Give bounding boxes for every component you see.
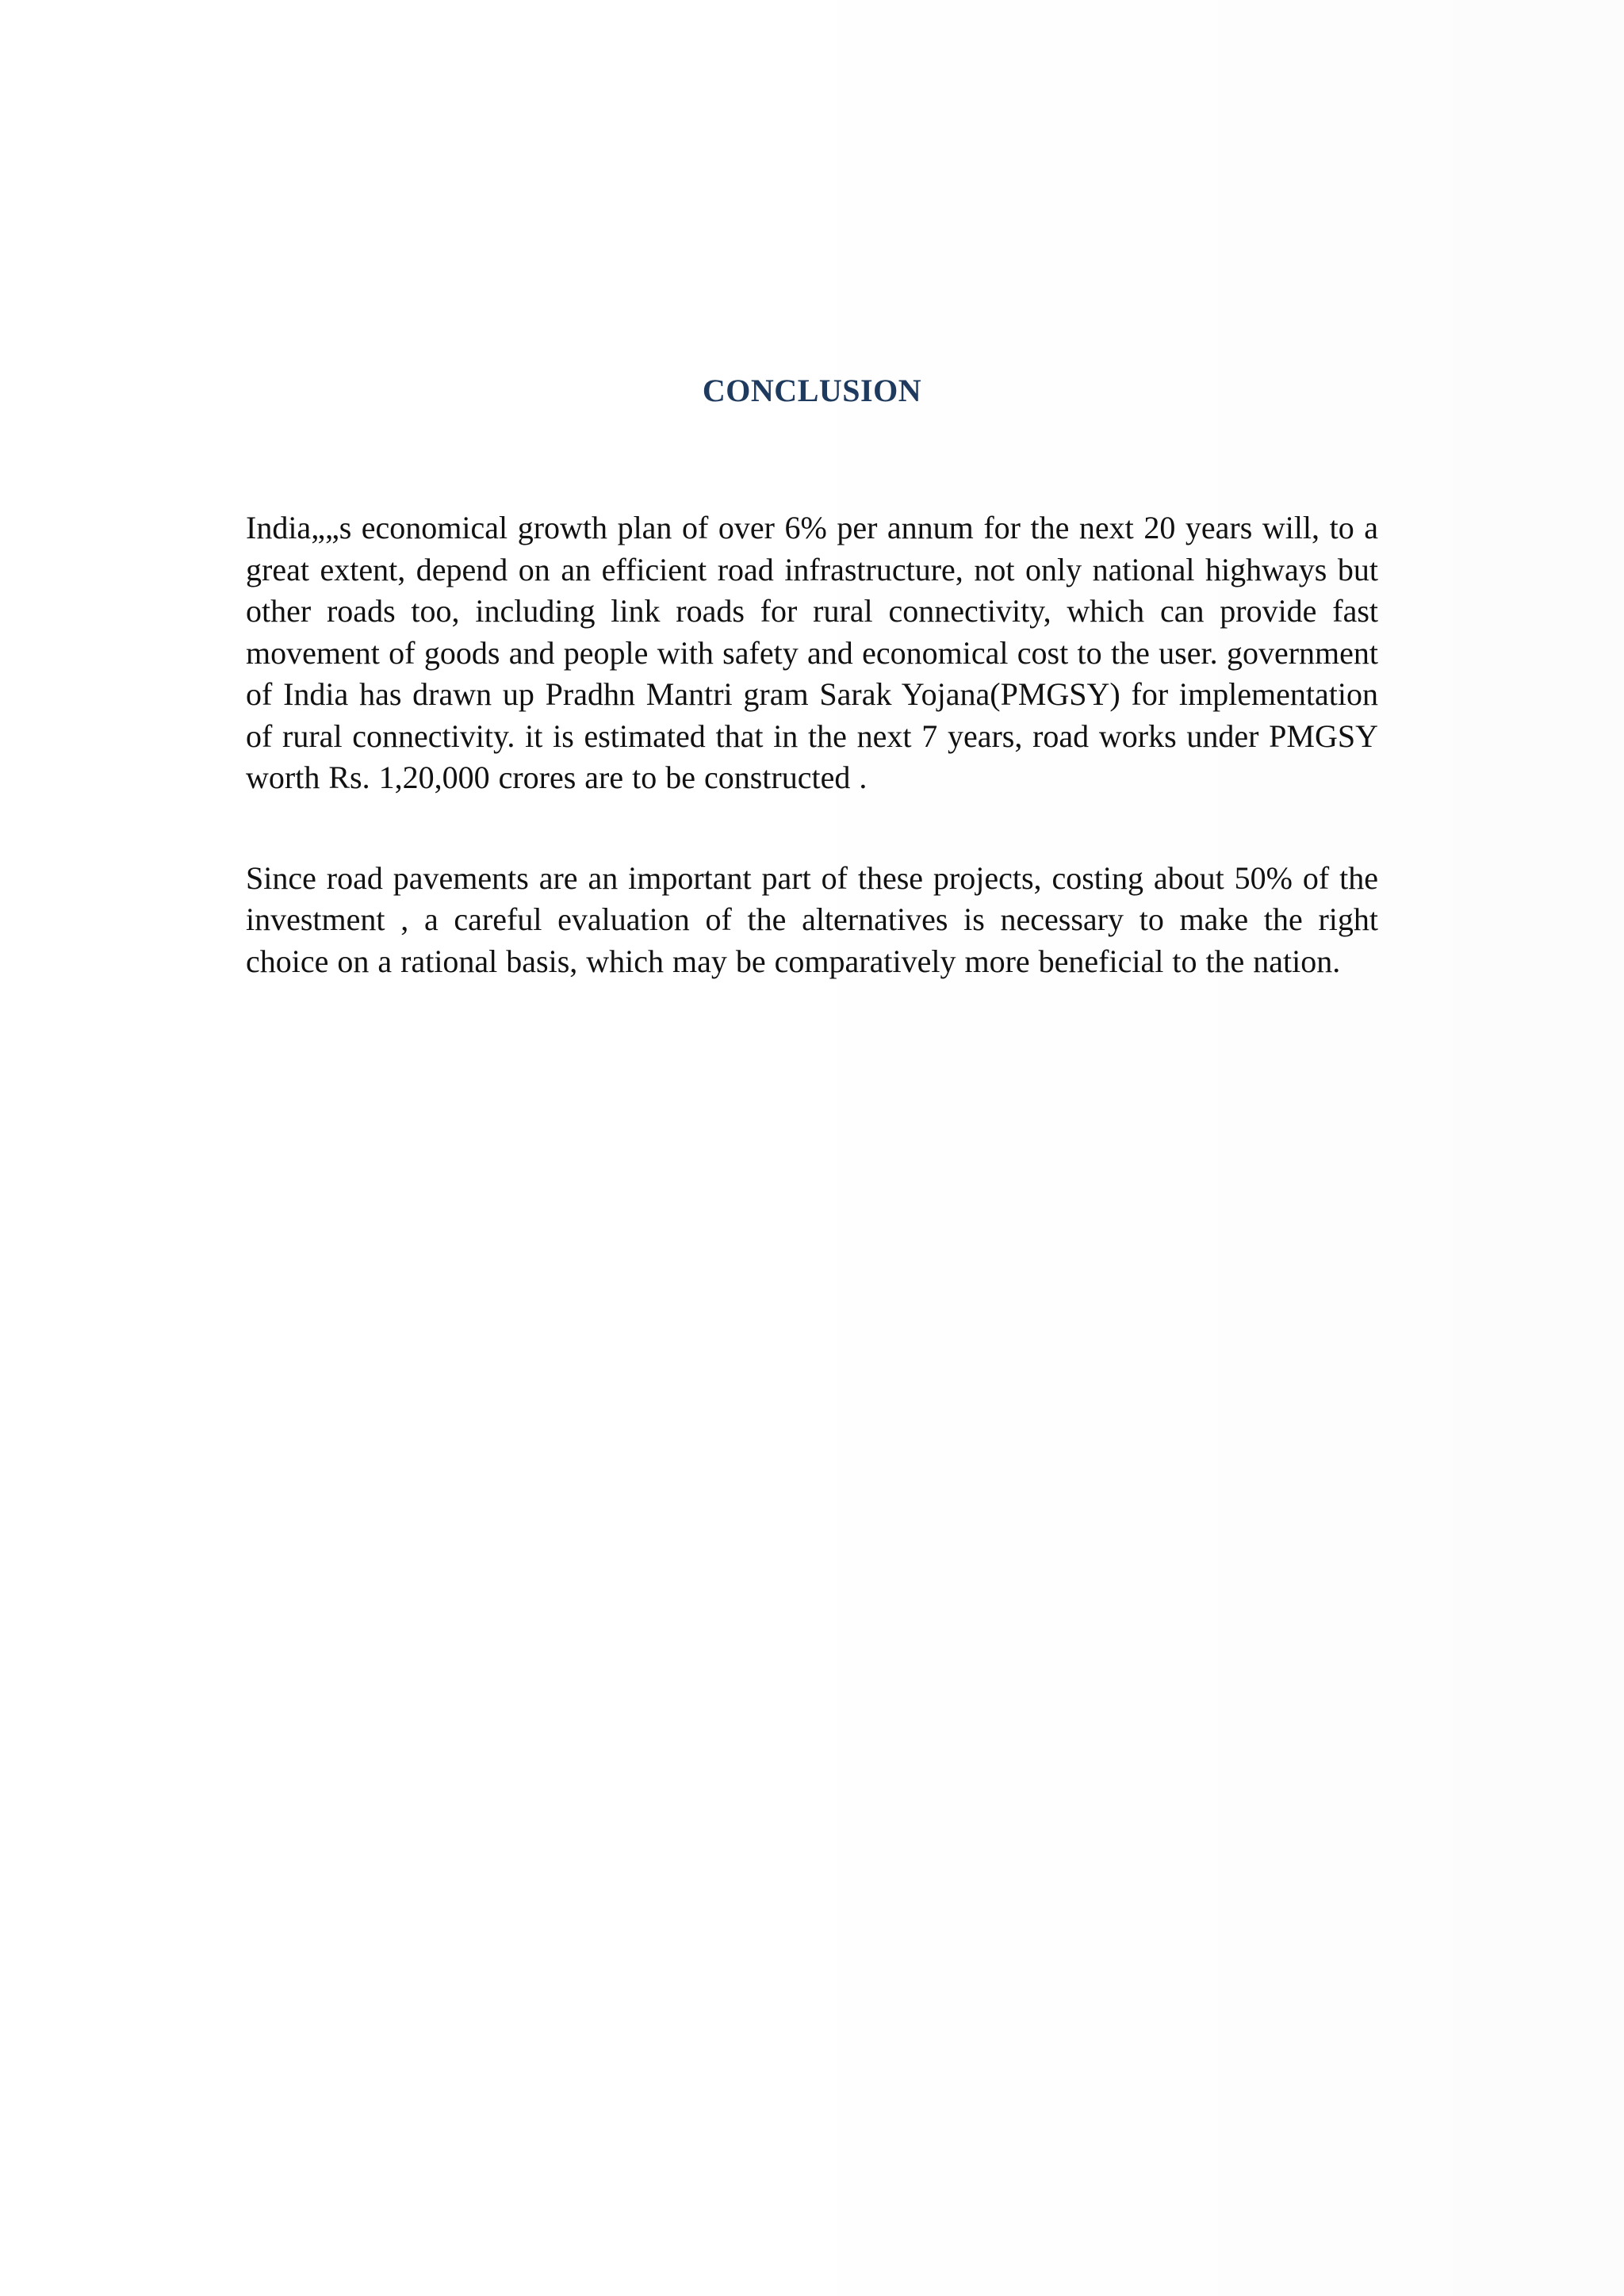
paragraph-1: India„„s economical growth plan of over 6% per annum for the next 20 years will, to a great extent, depend on an efficient road infrastructure, not only national highways but other roads too, including link roads for rural connectivity, which can provide fast movement of goods and people with safety and economical cost to the user. government of India has drawn up Pradhn Mantri gram Sarak Yojana(PMGSY) for implementation of rural connectivity. it is estimated that in the next 7 years, road works under PMGSY worth Rs. 1,20,000 crores are to be constructed . <box>246 510 1378 795</box>
conclusion-body <box>246 507 1378 1041</box>
page-title: CONCLUSION <box>702 373 922 408</box>
paragraph-2: Since road pavements are an important part of these projects, costing about 50% of the investment , a careful evaluation of the alternatives is necessary to make the right choice on a rational basis, which may be comparatively more beneficial to the nation. <box>246 859 1378 979</box>
